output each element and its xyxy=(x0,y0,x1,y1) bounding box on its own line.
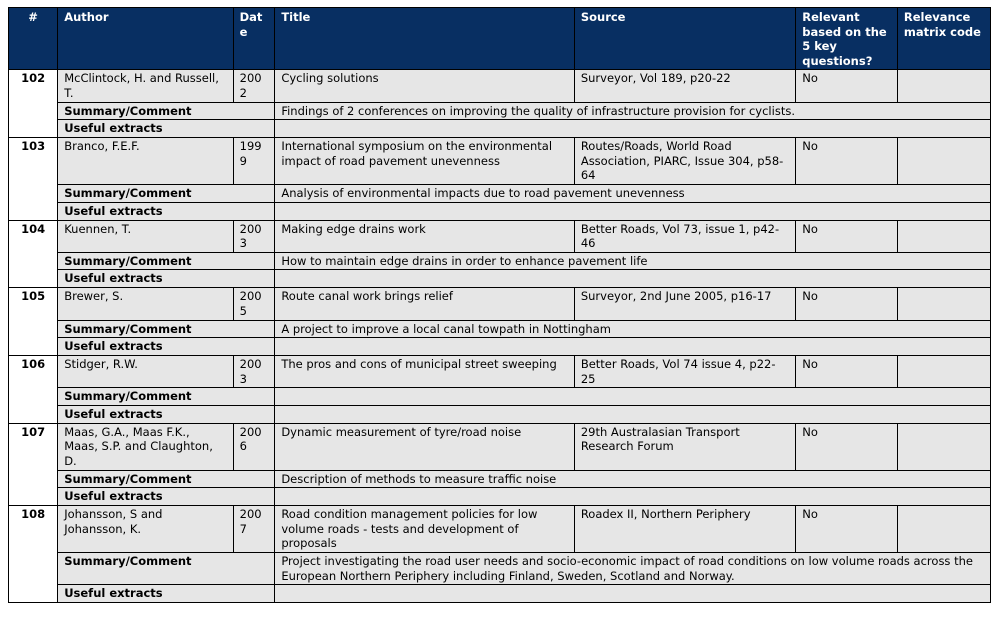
entry-date: 1999 xyxy=(233,138,275,185)
header-title: Title xyxy=(275,8,575,70)
entry-code xyxy=(897,70,990,102)
table-row xyxy=(9,423,991,470)
extracts-row xyxy=(9,202,991,220)
entry-number: 107 xyxy=(9,423,58,505)
header-relevant: Relevant based on the 5 key questions? xyxy=(796,8,898,70)
table-row xyxy=(9,288,991,320)
summary-row xyxy=(9,320,991,338)
summary-row xyxy=(9,102,991,120)
summary-text xyxy=(275,388,991,406)
summary-label: Summary/Comment xyxy=(58,388,275,406)
summary-label: Summary/Comment xyxy=(58,102,275,120)
extracts-text xyxy=(275,405,991,423)
summary-text: A project to improve a local canal towpath in Nottingham xyxy=(275,320,991,338)
extracts-row xyxy=(9,338,991,356)
entry-relevant: No xyxy=(796,220,898,252)
entry-source: Routes/Roads, World Road Association, PIARC, Issue 304, p58-64 xyxy=(574,138,795,185)
entry-relevant: No xyxy=(796,138,898,185)
extracts-row xyxy=(9,270,991,288)
extracts-label: Useful extracts xyxy=(58,270,275,288)
entry-title: Cycling solutions xyxy=(275,70,575,102)
extracts-row xyxy=(9,585,991,603)
summary-text: How to maintain edge drains in order to enhance pavement life xyxy=(275,252,991,270)
entry-author: Johansson, S and Johansson, K. xyxy=(58,506,233,553)
literature-table xyxy=(8,7,991,603)
entry-code xyxy=(897,356,990,388)
summary-text: Project investigating the road user needs and socio-economic impact of road conditions on low volume roads across the European Northern Periphery including Finland, Sweden, Scotland and Norway. xyxy=(275,553,991,585)
table-row xyxy=(9,70,991,102)
extracts-text xyxy=(275,488,991,506)
entry-author: Brewer, S. xyxy=(58,288,233,320)
entry-number: 105 xyxy=(9,288,58,356)
entry-source: 29th Australasian Transport Research Forum xyxy=(574,423,795,470)
summary-row xyxy=(9,553,991,585)
extracts-text xyxy=(275,202,991,220)
extracts-text xyxy=(275,338,991,356)
entry-date: 2005 xyxy=(233,288,275,320)
summary-row xyxy=(9,470,991,488)
summary-row xyxy=(9,388,991,406)
entry-author: Maas, G.A., Maas F.K., Maas, S.P. and Claughton, D. xyxy=(58,423,233,470)
entry-author: Stidger, R.W. xyxy=(58,356,233,388)
extracts-label: Useful extracts xyxy=(58,338,275,356)
header-code: Relevance matrix code xyxy=(897,8,990,70)
entry-author: Branco, F.E.F. xyxy=(58,138,233,185)
entry-title: Dynamic measurement of tyre/road noise xyxy=(275,423,575,470)
table-row xyxy=(9,356,991,388)
table-row xyxy=(9,138,991,185)
entry-relevant: No xyxy=(796,423,898,470)
entry-source: Roadex II, Northern Periphery xyxy=(574,506,795,553)
entry-source: Better Roads, Vol 73, issue 1, p42-46 xyxy=(574,220,795,252)
header-date: Date xyxy=(233,8,275,70)
summary-text: Analysis of environmental impacts due to road pavement unevenness xyxy=(275,184,991,202)
extracts-text xyxy=(275,585,991,603)
extracts-text xyxy=(275,270,991,288)
entry-date: 2006 xyxy=(233,423,275,470)
entry-number: 102 xyxy=(9,70,58,138)
entry-code xyxy=(897,220,990,252)
entry-date: 2003 xyxy=(233,356,275,388)
extracts-text xyxy=(275,120,991,138)
entry-date: 2007 xyxy=(233,506,275,553)
entry-source: Better Roads, Vol 74 issue 4, p22-25 xyxy=(574,356,795,388)
summary-label: Summary/Comment xyxy=(58,252,275,270)
extracts-label: Useful extracts xyxy=(58,202,275,220)
entry-relevant: No xyxy=(796,70,898,102)
header-source: Source xyxy=(574,8,795,70)
entry-source: Surveyor, 2nd June 2005, p16-17 xyxy=(574,288,795,320)
entry-title: Route canal work brings relief xyxy=(275,288,575,320)
summary-text: Findings of 2 conferences on improving the quality of infrastructure provision for cyclists. xyxy=(275,102,991,120)
summary-row xyxy=(9,184,991,202)
extracts-row xyxy=(9,405,991,423)
table-row xyxy=(9,506,991,553)
entry-relevant: No xyxy=(796,356,898,388)
entry-date: 2002 xyxy=(233,70,275,102)
extracts-row xyxy=(9,488,991,506)
entry-code xyxy=(897,288,990,320)
header-num: # xyxy=(9,8,58,70)
summary-text: Description of methods to measure traffic noise xyxy=(275,470,991,488)
entry-author: Kuennen, T. xyxy=(58,220,233,252)
summary-row xyxy=(9,252,991,270)
entry-code xyxy=(897,423,990,470)
entry-number: 106 xyxy=(9,356,58,424)
summary-label: Summary/Comment xyxy=(58,470,275,488)
entry-author: McClintock, H. and Russell, T. xyxy=(58,70,233,102)
header-author: Author xyxy=(58,8,233,70)
extracts-label: Useful extracts xyxy=(58,405,275,423)
header-row xyxy=(9,8,991,70)
entry-title: International symposium on the environmental impact of road pavement unevenness xyxy=(275,138,575,185)
summary-label: Summary/Comment xyxy=(58,553,275,585)
extracts-label: Useful extracts xyxy=(58,488,275,506)
summary-label: Summary/Comment xyxy=(58,320,275,338)
entry-code xyxy=(897,138,990,185)
entry-code xyxy=(897,506,990,553)
entry-number: 104 xyxy=(9,220,58,288)
entry-relevant: No xyxy=(796,506,898,553)
extracts-label: Useful extracts xyxy=(58,120,275,138)
entry-number: 108 xyxy=(9,506,58,603)
entry-relevant: No xyxy=(796,288,898,320)
entry-date: 2003 xyxy=(233,220,275,252)
extracts-label: Useful extracts xyxy=(58,585,275,603)
entry-source: Surveyor, Vol 189, p20-22 xyxy=(574,70,795,102)
entry-number: 103 xyxy=(9,138,58,220)
table-row xyxy=(9,220,991,252)
extracts-row xyxy=(9,120,991,138)
summary-label: Summary/Comment xyxy=(58,184,275,202)
entry-title: Road condition management policies for low volume roads - tests and development of proposals xyxy=(275,506,575,553)
entry-title: Making edge drains work xyxy=(275,220,575,252)
entry-title: The pros and cons of municipal street sweeping xyxy=(275,356,575,388)
